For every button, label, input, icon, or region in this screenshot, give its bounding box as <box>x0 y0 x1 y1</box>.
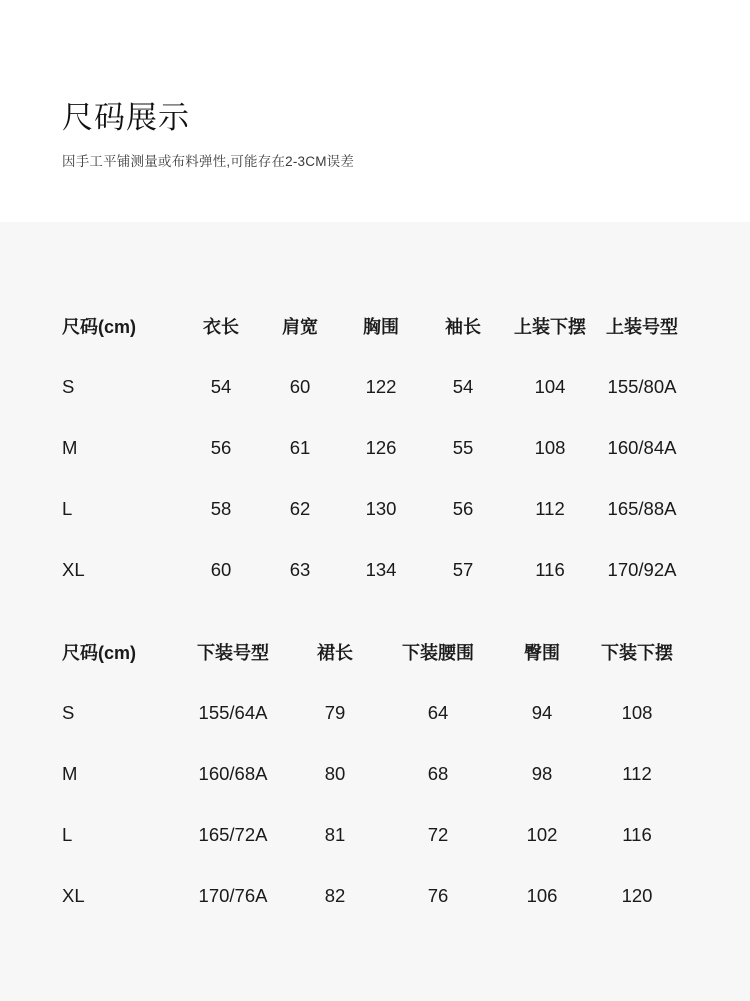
cell-skirt-length: 82 <box>324 884 346 906</box>
cell-hip: 106 <box>526 884 558 906</box>
column-header-size: 尺码(cm) <box>62 642 137 663</box>
cell-shoulder: 60 <box>289 375 311 397</box>
cell-hip: 94 <box>531 701 553 723</box>
table-row <box>62 682 688 743</box>
cell-bust: 134 <box>365 558 397 580</box>
table-header-row <box>62 295 688 356</box>
lower-garment-table-block <box>0 621 750 926</box>
column-header-top-spec: 上装号型 <box>606 316 678 337</box>
cell-size: L <box>62 823 73 845</box>
page-title: 尺码展示 <box>62 100 190 135</box>
cell-length: 54 <box>210 375 232 397</box>
cell-top-spec: 155/80A <box>607 375 677 397</box>
cell-skirt-length: 79 <box>324 701 346 723</box>
cell-size: M <box>62 762 78 784</box>
cell-hip: 98 <box>531 762 553 784</box>
cell-bottom-hem: 120 <box>621 884 653 906</box>
cell-sleeve: 56 <box>452 497 474 519</box>
cell-sleeve: 57 <box>452 558 474 580</box>
column-header-bust: 胸围 <box>363 316 399 337</box>
table-row <box>62 417 688 478</box>
cell-bust: 122 <box>365 375 397 397</box>
cell-top-spec: 160/84A <box>607 436 677 458</box>
cell-shoulder: 63 <box>289 558 311 580</box>
cell-top-hem: 104 <box>534 375 566 397</box>
cell-waist: 68 <box>427 762 449 784</box>
cell-size: XL <box>62 558 85 580</box>
column-header-bottom-hem: 下装下摆 <box>601 642 673 663</box>
cell-size: XL <box>62 884 85 906</box>
cell-bottom-spec: 170/76A <box>198 884 268 906</box>
cell-length: 56 <box>210 436 232 458</box>
cell-size: S <box>62 701 75 723</box>
upper-garment-table-block <box>0 295 750 600</box>
size-tables-panel <box>0 222 750 1001</box>
table-row <box>62 539 688 600</box>
table-row <box>62 743 688 804</box>
cell-bottom-spec: 165/72A <box>198 823 268 845</box>
cell-size: M <box>62 436 78 458</box>
column-header-bottom-spec: 下装号型 <box>197 642 269 663</box>
cell-bottom-hem: 116 <box>622 823 652 845</box>
cell-shoulder: 61 <box>289 436 311 458</box>
cell-top-spec: 165/88A <box>607 497 677 519</box>
cell-size: S <box>62 375 75 397</box>
cell-sleeve: 55 <box>452 436 474 458</box>
cell-shoulder: 62 <box>289 497 311 519</box>
cell-hip: 102 <box>526 823 558 845</box>
table-row <box>62 356 688 417</box>
cell-waist: 64 <box>427 701 449 723</box>
lower-garment-size-table <box>62 621 688 926</box>
table-row <box>62 804 688 865</box>
cell-top-hem: 112 <box>535 497 565 519</box>
column-header-length: 衣长 <box>203 316 239 337</box>
cell-bust: 126 <box>365 436 397 458</box>
column-header-skirt-length: 裙长 <box>317 642 353 663</box>
cell-skirt-length: 81 <box>324 823 346 845</box>
column-header-top-hem: 上装下摆 <box>514 316 586 337</box>
upper-garment-size-table <box>62 295 688 600</box>
table-row <box>62 865 688 926</box>
cell-waist: 76 <box>427 884 449 906</box>
cell-top-hem: 116 <box>535 558 565 580</box>
cell-bottom-hem: 108 <box>621 701 653 723</box>
measurement-disclaimer: 因手工平铺测量或布料弹性,可能存在2-3CM误差 <box>62 154 355 169</box>
cell-sleeve: 54 <box>452 375 474 397</box>
cell-bottom-spec: 155/64A <box>198 701 268 723</box>
column-header-size: 尺码(cm) <box>62 316 137 337</box>
cell-size: L <box>62 497 73 519</box>
table-header-row <box>62 621 688 682</box>
cell-top-spec: 170/92A <box>607 558 677 580</box>
cell-waist: 72 <box>427 823 449 845</box>
cell-bottom-spec: 160/68A <box>198 762 268 784</box>
page-header <box>0 0 750 222</box>
cell-bust: 130 <box>365 497 397 519</box>
cell-top-hem: 108 <box>534 436 566 458</box>
column-header-shoulder: 肩宽 <box>282 316 318 337</box>
cell-skirt-length: 80 <box>324 762 346 784</box>
column-header-waist: 下装腰围 <box>402 642 474 663</box>
table-row <box>62 478 688 539</box>
cell-length: 58 <box>210 497 232 519</box>
cell-length: 60 <box>210 558 232 580</box>
cell-bottom-hem: 112 <box>622 762 652 784</box>
column-header-sleeve: 袖长 <box>445 316 481 337</box>
column-header-hip: 臀围 <box>524 642 560 663</box>
